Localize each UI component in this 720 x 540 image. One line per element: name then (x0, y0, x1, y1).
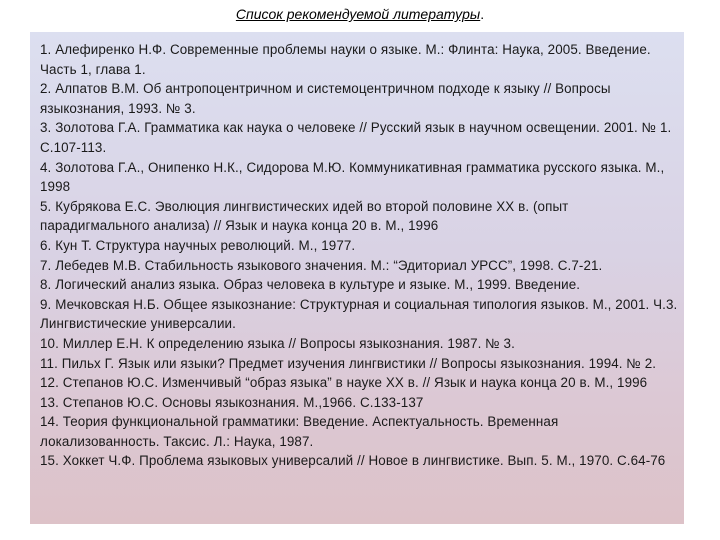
reference-item-9: 9. Мечковская Н.Б. Общее языкознание: Структурная и социальная типология языков. М., 2001. Ч.3. Лингвистические универсалии. (40, 296, 678, 332)
reference-item-1: 1. Алефиренко Н.Ф. Современные проблемы науки о языке. М.: Флинта: Наука, 2005. Введение. Часть 1, глава 1. (40, 42, 651, 77)
page-title-period: . (480, 6, 485, 22)
reference-item-12: 12. Степанов Ю.С. Изменчивый “образ языка” в науке XX в. // Язык и наука конца 20 в. М., 1996 (40, 375, 648, 391)
reference-item-14: 14. Теория функциональной грамматики: Введение. Аспектуальность. Временная локализованность. Таксис. Л.: Наука, 1987. (40, 414, 559, 449)
reference-item-6: 6. Кун Т. Структура научных революций. М., 1977. (40, 237, 356, 253)
reference-list (40, 40, 680, 471)
page-title: Список рекомендуемой литературы (235, 6, 481, 22)
reference-item-13: 13. Степанов Ю.С. Основы языкознания. М.,1966. С.133-137 (40, 394, 424, 410)
reference-item-4: 4. Золотова Г.А., Онипенко Н.К., Сидорова М.Ю. Коммуникативная грамматика русского языка. М., 1998 (40, 159, 665, 195)
page-title-line (0, 6, 720, 22)
reference-item-15: 15. Хоккет Ч.Ф. Проблема языковых универсалий // Новое в лингвистике. Вып. 5. М., 1970. С.64-76 (40, 453, 666, 469)
reference-item-7: 7. Лебедев М.В. Стабильность языкового значения. М.: “Эдиториал УРСС”, 1998. С.7-21. (40, 257, 603, 273)
reference-item-5: 5. Кубрякова Е.С. Эволюция лингвистических идей во второй половине XX в. (опыт парадигмального анализа) // Язык и наука конца 20 в. М., 1996 (40, 198, 569, 234)
reference-item-3: 3. Золотова Г.А. Грамматика как наука о человеке // Русский язык в научном освещении. 2001. № 1. С.107-113. (40, 120, 672, 155)
reference-item-11: 11. Пильх Г. Язык или языки? Предмет изучения лингвистики // Вопросы языкознания. 1994. № 2. (40, 355, 657, 371)
reference-item-8: 8. Логический анализ языка. Образ человека в культуре и языке. М., 1999. Введение. (40, 277, 581, 293)
reference-item-2: 2. Алпатов В.М. Об антропоцентричном и системоцентричном подходе к языку // Вопросы языкознания, 1993. № 3. (40, 81, 611, 116)
reference-item-10: 10. Миллер Е.Н. К определению языка // Вопросы языкознания. 1987. № 3. (40, 335, 515, 351)
